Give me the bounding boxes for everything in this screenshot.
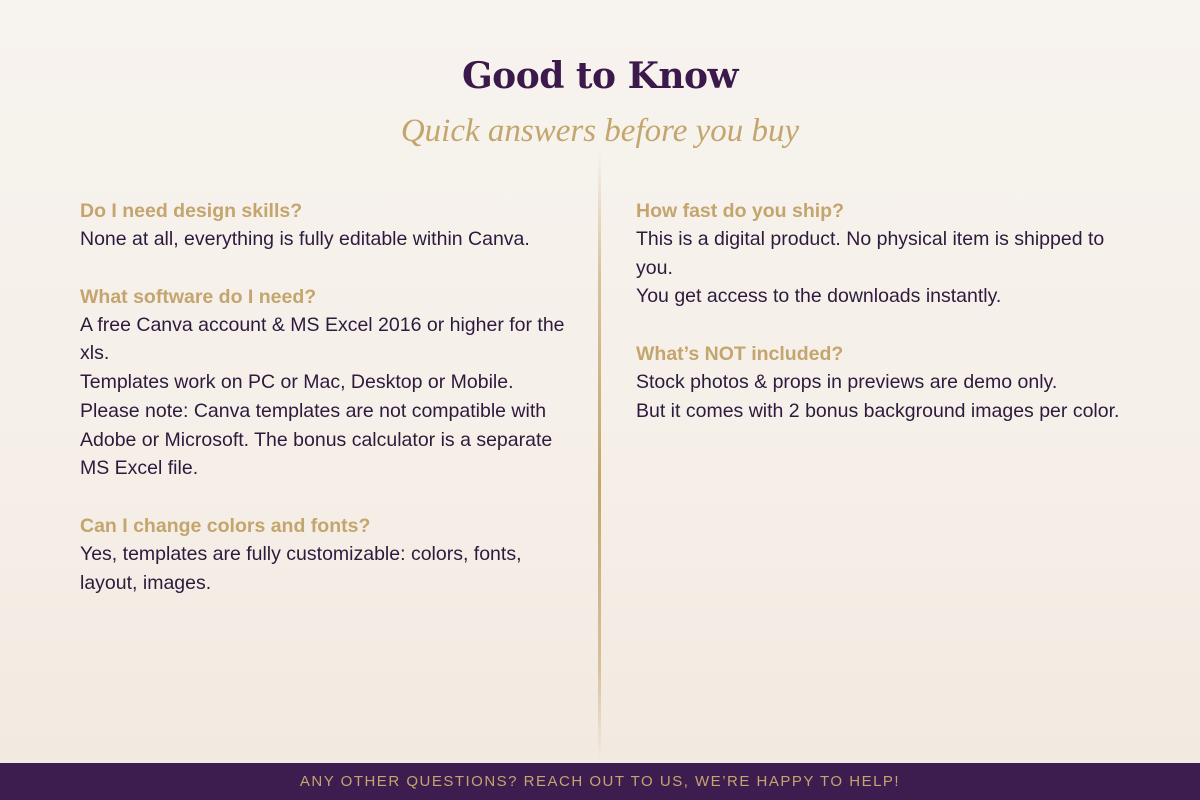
faq-answer <box>80 225 575 254</box>
faq-answer-line: Templates work on PC or Mac, Desktop or Mobile. <box>80 371 514 394</box>
column-divider <box>598 150 601 760</box>
faq-answer-line: You get access to the downloads instantly. <box>636 285 1002 308</box>
faq-answer <box>80 311 575 483</box>
faq-question: Do I need design skills? <box>80 200 303 222</box>
faq-question: Can I change colors and fonts? <box>80 514 371 537</box>
faq-answer-line: Yes, templates are fully customizable: colors, fonts, layout, images. <box>80 542 522 594</box>
faq-column-left <box>80 197 575 626</box>
faq-column-right <box>636 197 1136 455</box>
faq-answer <box>80 540 575 597</box>
faq-answer-line: None at all, everything is fully editable within Canva. <box>80 228 530 250</box>
faq-answer-line: A free Canva account & MS Excel 2016 or higher for the xls. <box>80 313 565 365</box>
page-subtitle: Quick answers before you buy <box>400 113 800 149</box>
footer-banner: ANY OTHER QUESTIONS? REACH OUT TO US, WE’RE HAPPY TO HELP! <box>0 763 1200 800</box>
page-title: Good to Know <box>461 55 739 97</box>
faq-answer <box>636 225 1136 311</box>
faq-answer-line: Please note: Canva templates are not compatible with Adobe or Microsoft. The bonus calculator is a separate MS Excel file. <box>80 399 553 480</box>
faq-item-design-skills <box>80 197 575 254</box>
faq-question: How fast do you ship? <box>636 200 844 222</box>
faq-answer-line: Stock photos & props in previews are demo only. <box>636 371 1058 394</box>
faq-question: What software do I need? <box>80 285 317 308</box>
faq-question: What’s NOT included? <box>636 343 844 366</box>
faq-answer <box>636 368 1136 425</box>
faq-answer-line: But it comes with 2 bonus background images per color. <box>636 399 1120 422</box>
faq-item-shipping <box>636 197 1136 311</box>
faq-answer-line: This is a digital product. No physical item is shipped to you. <box>636 228 1105 279</box>
faq-item-colors-fonts <box>80 512 575 597</box>
faq-item-not-included <box>636 340 1136 425</box>
faq-item-software <box>80 283 575 483</box>
